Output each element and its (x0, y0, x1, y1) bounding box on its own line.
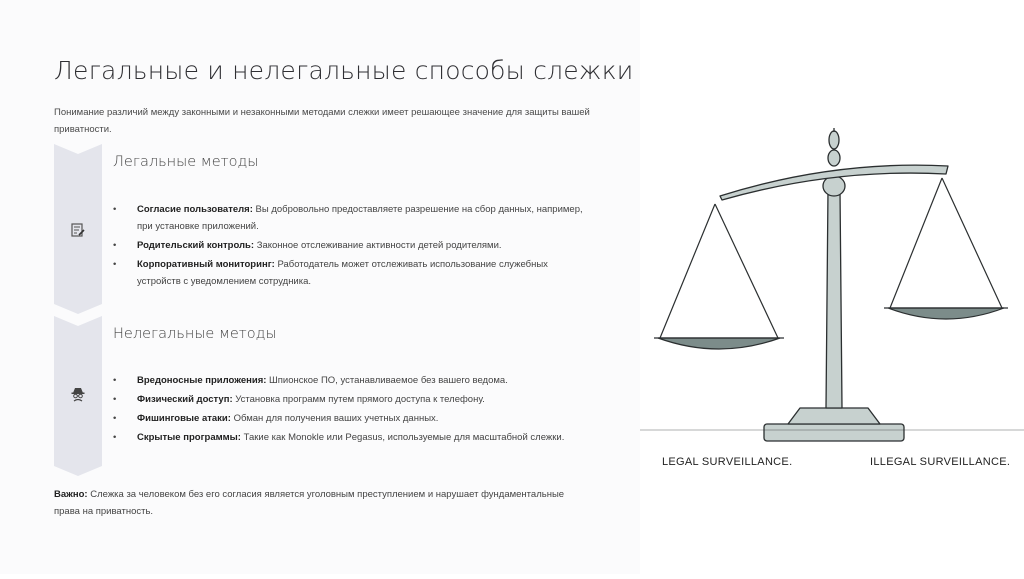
legal-surveillance-label: LEGAL SURVEILLANCE. (662, 456, 793, 468)
page-subtitle: Понимание различий между законными и незаконными методами слежки имеет решающее значение для защиты вашей приватности. (54, 107, 590, 135)
page-title: Легальные и нелегальные способы слежки (54, 56, 634, 85)
legal-section-marker (54, 144, 102, 314)
right-scale-pan (888, 308, 1004, 319)
list-item: • Согласие пользователя: Вы добровольно предоставляете разрешение на сбор данных, например, при установке приложений. (113, 204, 583, 232)
note-label: Важно: (54, 489, 88, 500)
note-text: Слежка за человеком без его согласия является уголовным преступлением и нарушает фундаментальные права на приватность. (54, 489, 565, 517)
illegal-methods-list (113, 372, 583, 446)
scales-of-justice-illustration (640, 0, 1024, 574)
illegal-surveillance-label: ILLEGAL SURVEILLANCE. (870, 456, 1011, 468)
scales-base-step (788, 408, 880, 424)
list-item: • Физический доступ: Установка программ путем прямого доступа к телефону. (113, 394, 485, 405)
legal-methods-list (113, 201, 583, 290)
spy-icon (70, 386, 86, 402)
list-item: • Скрытые программы: Такие как Monokle или Pegasus, используемые для масштабной слежки. (113, 432, 565, 443)
legal-methods-title: Легальные методы (113, 154, 259, 170)
document-edit-icon (70, 222, 86, 238)
list-item: • Вредоносные приложения: Шпионское ПО, устанавливаемое без вашего ведома. (113, 375, 508, 386)
illegal-section-marker (54, 316, 102, 476)
important-note (54, 486, 574, 520)
list-item: • Корпоративный мониторинг: Работодатель может отслеживать использование служебных устройств с уведомлением сотрудника. (113, 259, 548, 287)
scales-pillar (826, 190, 842, 408)
list-item: • Родительский контроль: Законное отслеживание активности детей родителями. (113, 240, 502, 251)
scales-illustration-panel (640, 0, 1024, 574)
scales-base (764, 424, 904, 441)
list-item: • Фишинговые атаки: Обман для получения ваших учетных данных. (113, 413, 439, 424)
left-scale-pan (658, 338, 780, 349)
illegal-methods-title: Нелегальные методы (113, 326, 277, 342)
